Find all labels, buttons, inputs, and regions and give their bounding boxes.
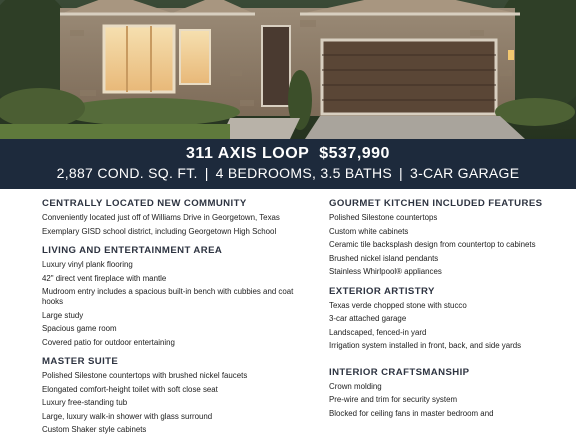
garage: 3-CAR GARAGE [409, 165, 520, 181]
address: 311 AXIS LOOP [186, 145, 310, 162]
feature-item: Texas verde chopped stone with stucco [329, 300, 467, 310]
feature-item: 3-car attached garage [329, 314, 407, 323]
feature-item: Polished Silestone countertops [329, 213, 438, 222]
feature-section [329, 198, 544, 277]
feature-section [42, 198, 304, 237]
feature-section [42, 245, 304, 348]
feature-item: Spacious game room [42, 324, 117, 333]
feature-section [329, 286, 544, 352]
price: $537,990 [319, 145, 390, 162]
feature-item: Conveniently located just off of Williams Drive in Georgetown, Texas [42, 213, 280, 222]
feature-item: Blocked for ceiling fans in master bedroom and [329, 408, 494, 418]
feature-item: Custom white cabinets [329, 226, 409, 236]
sqft: 2,887 COND. SQ. FT. [56, 165, 198, 181]
section-heading: CENTRALLY LOCATED NEW COMMUNITY [42, 198, 247, 209]
bedrooms: 4 BEDROOMS, 3.5 BATHS [215, 165, 393, 181]
address-price-line [0, 145, 576, 163]
feature-item: Stainless Whirlpool® appliances [329, 267, 442, 276]
feature-section [42, 356, 304, 435]
specs-line [0, 165, 576, 181]
feature-item: Large, luxury walk-in shower with glass surround [42, 411, 213, 421]
property-banner [0, 139, 576, 189]
feature-section [329, 367, 544, 419]
separator: | [204, 165, 209, 181]
right-features-column [329, 198, 544, 422]
separator: | [399, 165, 403, 181]
section-heading: LIVING AND ENTERTAINMENT AREA [42, 245, 223, 256]
feature-item: Covered patio for outdoor entertaining [42, 337, 175, 347]
feature-item: Elongated comfort-height toilet with soft close seat [42, 384, 218, 394]
feature-item: Custom Shaker style cabinets [42, 425, 147, 434]
feature-item: Crown molding [329, 381, 382, 391]
section-heading: MASTER SUITE [42, 356, 119, 367]
left-features-column [42, 198, 304, 439]
house-photo [0, 0, 576, 139]
feature-item: Mudroom entry includes a spacious built-in bench with cubbies and coat hooks [42, 287, 294, 306]
feature-item: Large study [42, 310, 84, 320]
section-heading: GOURMET KITCHEN INCLUDED FEATURES [329, 198, 543, 209]
section-heading: INTERIOR CRAFTSMANSHIP [329, 366, 470, 378]
feature-item: Ceramic tile backsplash design from countertop to cabinets [329, 240, 536, 249]
feature-item: Polished Silestone countertops with brushed nickel faucets [42, 371, 248, 380]
feature-item: Brushed nickel island pendants [329, 253, 439, 263]
section-heading: EXTERIOR ARTISTRY [329, 285, 435, 297]
feature-item: 42" direct vent fireplace with mantle [42, 273, 167, 283]
feature-item: Luxury vinyl plank flooring [42, 260, 133, 269]
feature-item: Exemplary GISD school district, including Georgetown High School [42, 226, 277, 236]
feature-item: Landscaped, fenced-in yard [329, 327, 427, 337]
feature-item: Pre-wire and trim for security system [329, 395, 458, 404]
feature-item: Luxury free-standing tub [42, 398, 128, 407]
feature-item: Irrigation system installed in front, back, and side yards [329, 341, 522, 350]
